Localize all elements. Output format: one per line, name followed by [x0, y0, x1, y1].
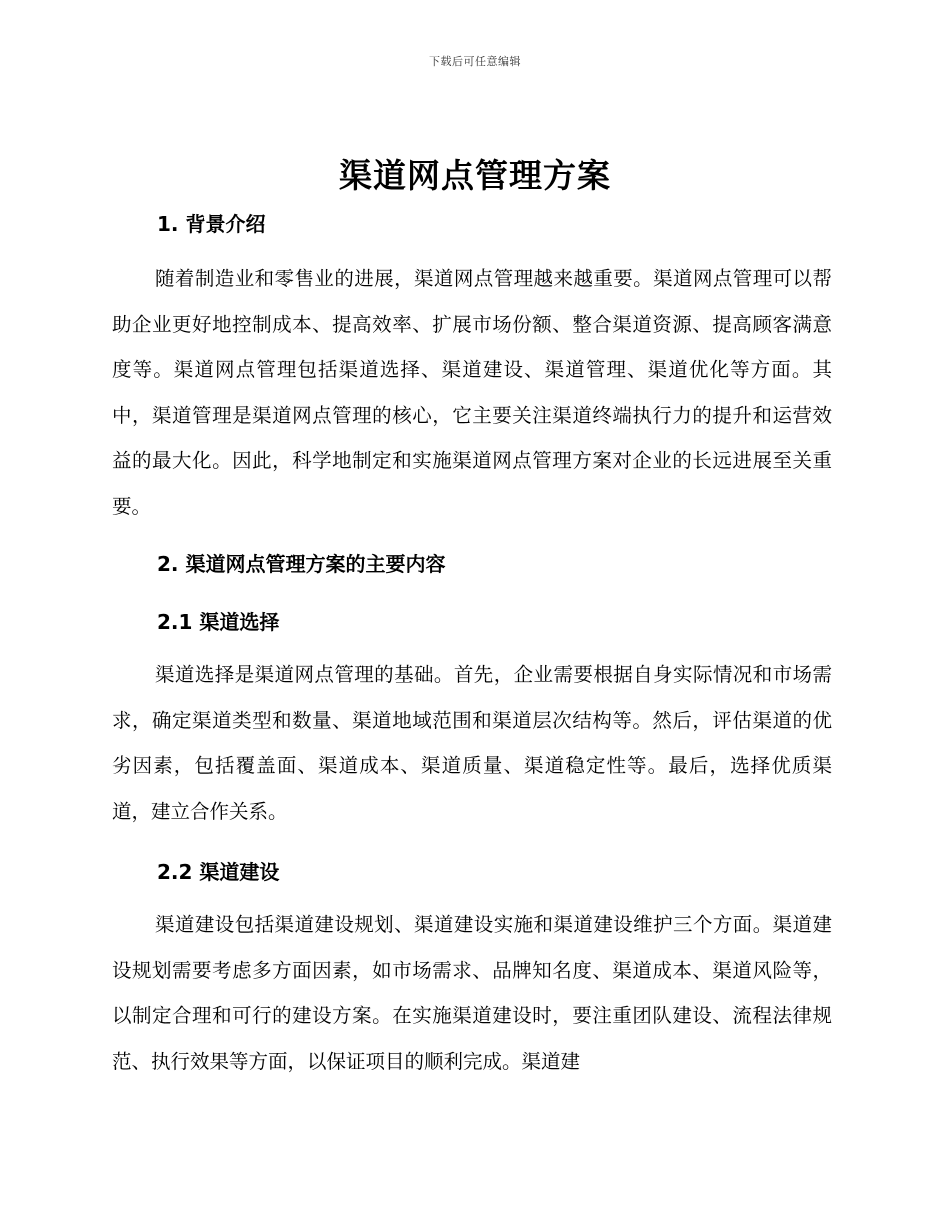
paragraph-background: 随着制造业和零售业的进展，渠道网点管理越来越重要。渠道网点管理可以帮助企业更好地控制成本、提高效率、扩展市场份额、整合渠道资源、提高顾客满意度等。渠道网点管理包括渠道选择、渠道建设、渠道管理、渠道优化等方面。其中，渠道管理是渠道网点管理的核心，它主要关注渠道终端执行力的提升和运营效益的最大化。因此，科学地制定和实施渠道网点管理方案对企业的长远进展至关重要。 [112, 267, 832, 518]
section-body-channel-construction [112, 902, 832, 1084]
section-heading-main-content: 2. 渠道网点管理方案的主要内容 [157, 552, 446, 576]
section-heading-background: 1. 背景介绍 [157, 212, 266, 236]
section-body-channel-selection [112, 652, 832, 834]
paragraph-channel-selection: 渠道选择是渠道网点管理的基础。首先，企业需要根据自身实际情况和市场需求，确定渠道类型和数量、渠道地域范围和渠道层次结构等。然后，评估渠道的优劣因素，包括覆盖面、渠道成本、渠道质量、渠道稳定性等。最后，选择优质渠道，建立合作关系。 [112, 663, 832, 823]
section-heading-channel-construction: 2.2 渠道建设 [157, 860, 280, 884]
section-body-background [112, 256, 832, 529]
paragraph-channel-construction: 渠道建设包括渠道建设规划、渠道建设实施和渠道建设维护三个方面。渠道建设规划需要考虑多方面因素，如市场需求、品牌知名度、渠道成本、渠道风险等，以制定合理和可行的建设方案。在实施渠道建设时，要注重团队建设、流程法律规范、执行效果等方面，以保证项目的顺利完成。渠道建 [112, 913, 832, 1073]
document-title: 渠道网点管理方案 [339, 156, 611, 195]
header-note: 下载后可任意编辑 [429, 55, 521, 68]
section-heading-channel-selection: 2.1 渠道选择 [157, 610, 280, 634]
